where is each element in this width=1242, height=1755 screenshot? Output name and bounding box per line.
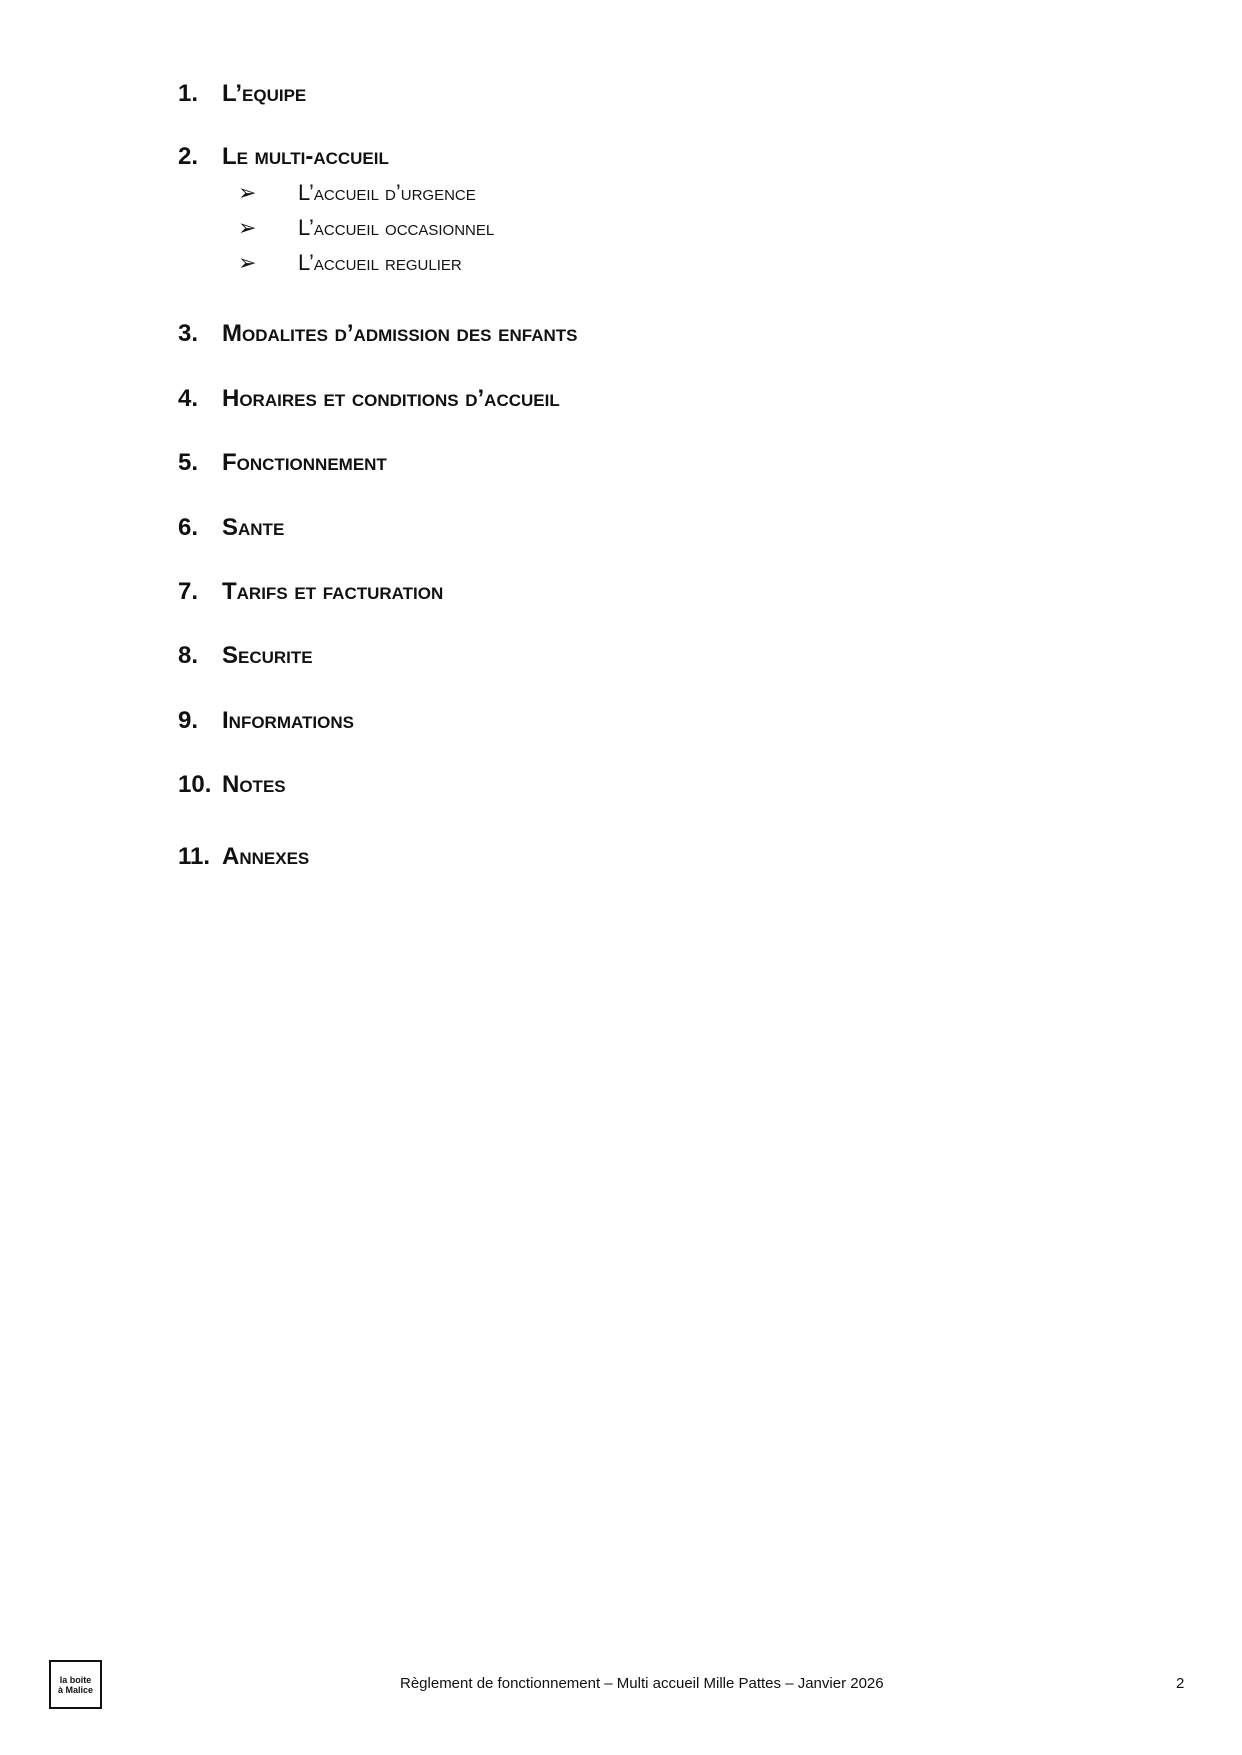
toc-number: 6. [178,514,199,541]
toc-title: Fonctionnement [222,449,387,476]
toc-number: 9. [178,707,199,734]
toc-subitem [238,250,462,276]
page-number: 2 [1176,1675,1185,1692]
toc-number: 3. [178,320,199,347]
toc-number: 7. [178,578,199,605]
toc-item-2 [178,143,389,171]
logo [49,1660,102,1709]
logo-line: à Malice [57,1684,94,1695]
toc-title: Modalites d’admission des enfants [222,320,578,347]
footer-text: Règlement de fonctionnement – Multi accueil Mille Pattes – Janvier 2026 [400,1675,884,1692]
toc-number: 5. [178,449,199,476]
toc-title: Tarifs et facturation [222,578,444,605]
toc-number: 1. [178,80,199,107]
toc-number: 11. [178,843,211,870]
toc-item-9 [178,707,354,735]
toc-subitem [238,180,476,206]
arrow-bullet-icon: ➢ [238,215,257,240]
toc-title: Securite [222,642,313,669]
toc-subitem [238,215,494,241]
toc-title: Sante [222,514,285,541]
logo-line: la boite [59,1674,92,1685]
toc-item-11 [178,843,309,871]
toc-item-5 [178,449,387,477]
toc-subitem-title: L’accueil regulier [298,250,462,275]
toc-title: Horaires et conditions d’accueil [222,385,560,412]
toc-subitem-title: L’accueil d’urgence [298,180,476,205]
toc-item-7 [178,578,443,606]
toc-number: 8. [178,642,199,669]
toc-title: Notes [222,771,286,798]
toc-item-10 [178,771,286,799]
toc-item-6 [178,514,284,542]
toc-subitem-title: L’accueil occasionnel [298,215,495,240]
toc-title: L’equipe [222,80,307,107]
toc-item-1 [178,80,306,108]
toc-number: 4. [178,385,199,412]
arrow-bullet-icon: ➢ [238,180,257,205]
toc-number: 2. [178,143,199,170]
toc-item-3 [178,320,578,348]
toc-number: 10. [178,771,212,798]
arrow-bullet-icon: ➢ [238,250,257,275]
toc-title: Le multi-accueil [222,143,389,170]
toc-item-4 [178,385,560,413]
toc-title: Annexes [222,843,310,870]
toc-item-8 [178,642,313,670]
toc-title: Informations [222,707,354,734]
